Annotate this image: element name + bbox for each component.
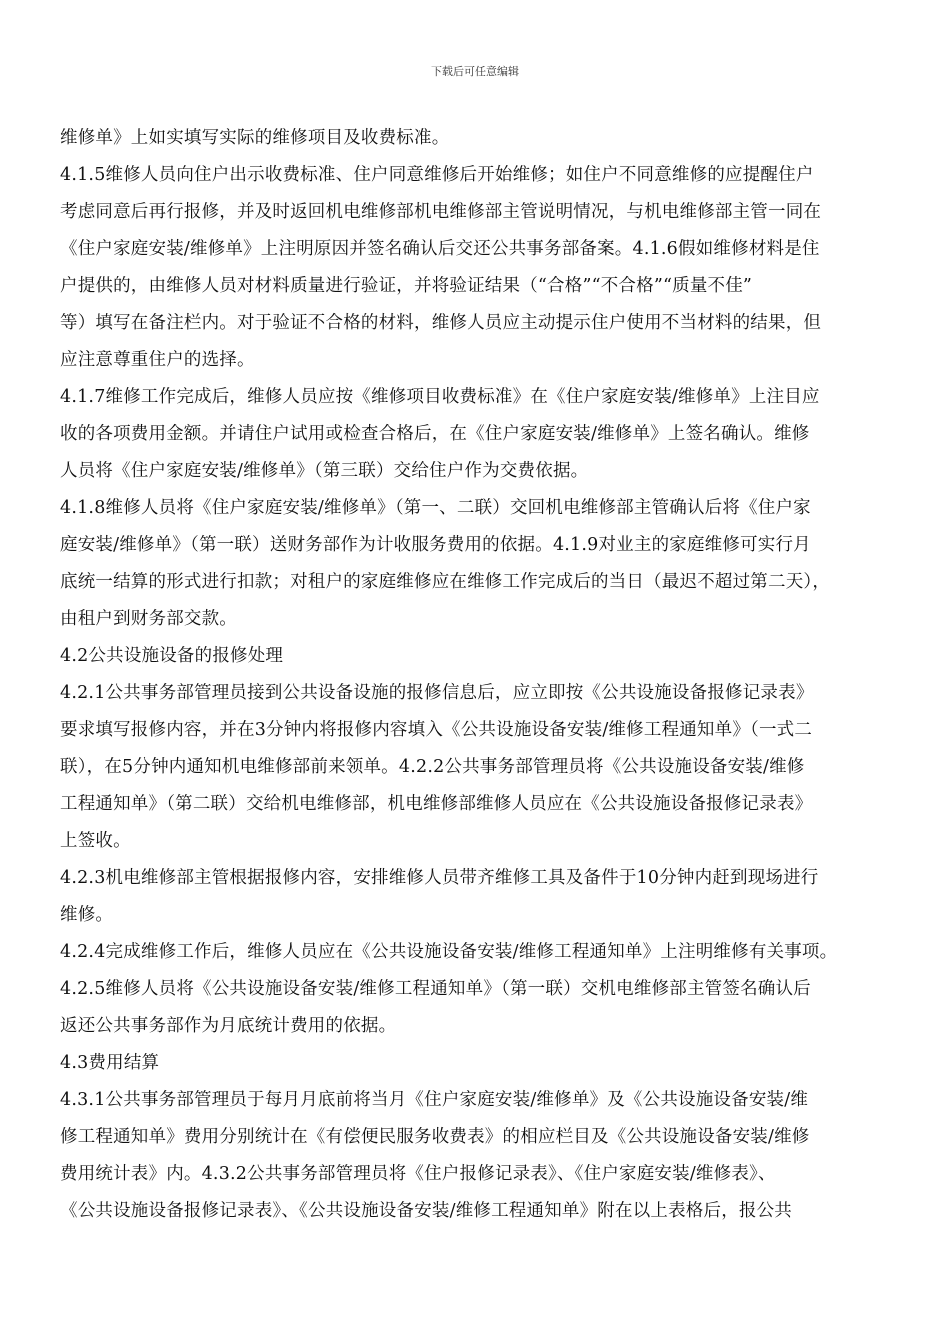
text-line: 应注意尊重住户的选择。 [60, 350, 255, 370]
text-line: 收的各项费用金额。并请住户试用或检查合格后，在《住户家庭安装/维修单》上签名确认。维修 [60, 424, 810, 444]
text-line: 4.2.1公共事务部管理员接到公共设备设施的报修信息后，应立即按《公共设施设备报修记录表》 [60, 683, 814, 703]
text-line: 维修单》上如实填写实际的维修项目及收费标准。 [60, 128, 450, 148]
text-line: 考虑同意后再行报修，并及时返回机电维修部机电维修部主管说明情况，与机电维修部主管一同在 [60, 202, 822, 222]
text-line: 上签收。 [60, 831, 131, 851]
text-line: 返还公共事务部作为月底统计费用的依据。 [60, 1016, 397, 1036]
text-line: 人员将《住户家庭安装/维修单》（第三联）交给住户作为交费依据。 [60, 461, 589, 481]
text-line: 4.2.4完成维修工作后，维修人员应在《公共设施设备安装/维修工程通知单》上注明维修有关事项。 [60, 942, 838, 962]
text-line: 要求填写报修内容，并在3分钟内将报修内容填入《公共设施设备安装/维修工程通知单》（一式二 [60, 720, 813, 740]
text-line: 4.2.5维修人员将《公共设施设备安装/维修工程通知单》（第一联）交机电维修部主管签名确认后 [60, 979, 811, 999]
text-line: 工程通知单》（第二联）交给机电维修部，机电维修部维修人员应在《公共设施设备报修记录表》 [60, 794, 813, 814]
page-header-note: 下载后可任意编辑 [431, 65, 519, 78]
text-line: 等）填写在备注栏内。对于验证不合格的材料，维修人员应主动提示住户使用不当材料的结果，但 [60, 313, 822, 333]
text-line: 费用统计表》内。4.3.2公共事务部管理员将《住户报修记录表》、《住户家庭安装/维修表》、 [60, 1164, 776, 1184]
section-heading: 4.2公共设施设备的报修处理 [60, 646, 284, 666]
text-line: 《公共设施设备报修记录表》、《公共设施设备安装/维修工程通知单》附在以上表格后，报公共 [60, 1201, 792, 1221]
text-line: 维修。 [60, 905, 114, 925]
text-line: 4.1.8维修人员将《住户家庭安装/维修单》（第一、二联）交回机电维修部主管确认后将《住户家 [60, 498, 811, 518]
text-line: 《住户家庭安装/维修单》上注明原因并签名确认后交还公共事务部备案。4.1.6假如维修材料是住 [60, 239, 820, 259]
text-line: 底统一结算的形式进行扣款；对租户的家庭维修应在维修工作完成后的当日（最迟不超过第二天）， [60, 572, 831, 592]
text-line: 庭安装/维修单》（第一联）送财务部作为计收服务费用的依据。4.1.9对业主的家庭维修可实行月 [60, 535, 811, 555]
text-line: 4.1.7维修工作完成后，维修人员应按《维修项目收费标准》在《住户家庭安装/维修单》上注目应 [60, 387, 820, 407]
section-heading: 4.3费用结算 [60, 1053, 160, 1073]
text-line: 修工程通知单》费用分别统计在《有偿便民服务收费表》的相应栏目及《公共设施设备安装/维修 [60, 1127, 810, 1147]
document-body [60, 120, 905, 1230]
text-line: 由租户到财务部交款。 [60, 609, 237, 629]
text-line: 4.3.1公共事务部管理员于每月月底前将当月《住户家庭安装/维修单》及《公共设施设备安装/维 [60, 1090, 809, 1110]
text-line: 4.2.3机电维修部主管根据报修内容，安排维修人员带齐维修工具及备件于10分钟内赶到现场进行 [60, 868, 819, 888]
text-line: 4.1.5维修人员向住户出示收费标准、住户同意维修后开始维修；如住户不同意维修的应提醒住户 [60, 165, 814, 185]
text-line: 户提供的，由维修人员对材料质量进行验证，并将验证结果（“合格”“不合格”“质量不佳” [60, 276, 753, 296]
text-line: 联），在5分钟内通知机电维修部前来领单。4.2.2公共事务部管理员将《公共设施设备安装/维修 [60, 757, 805, 777]
